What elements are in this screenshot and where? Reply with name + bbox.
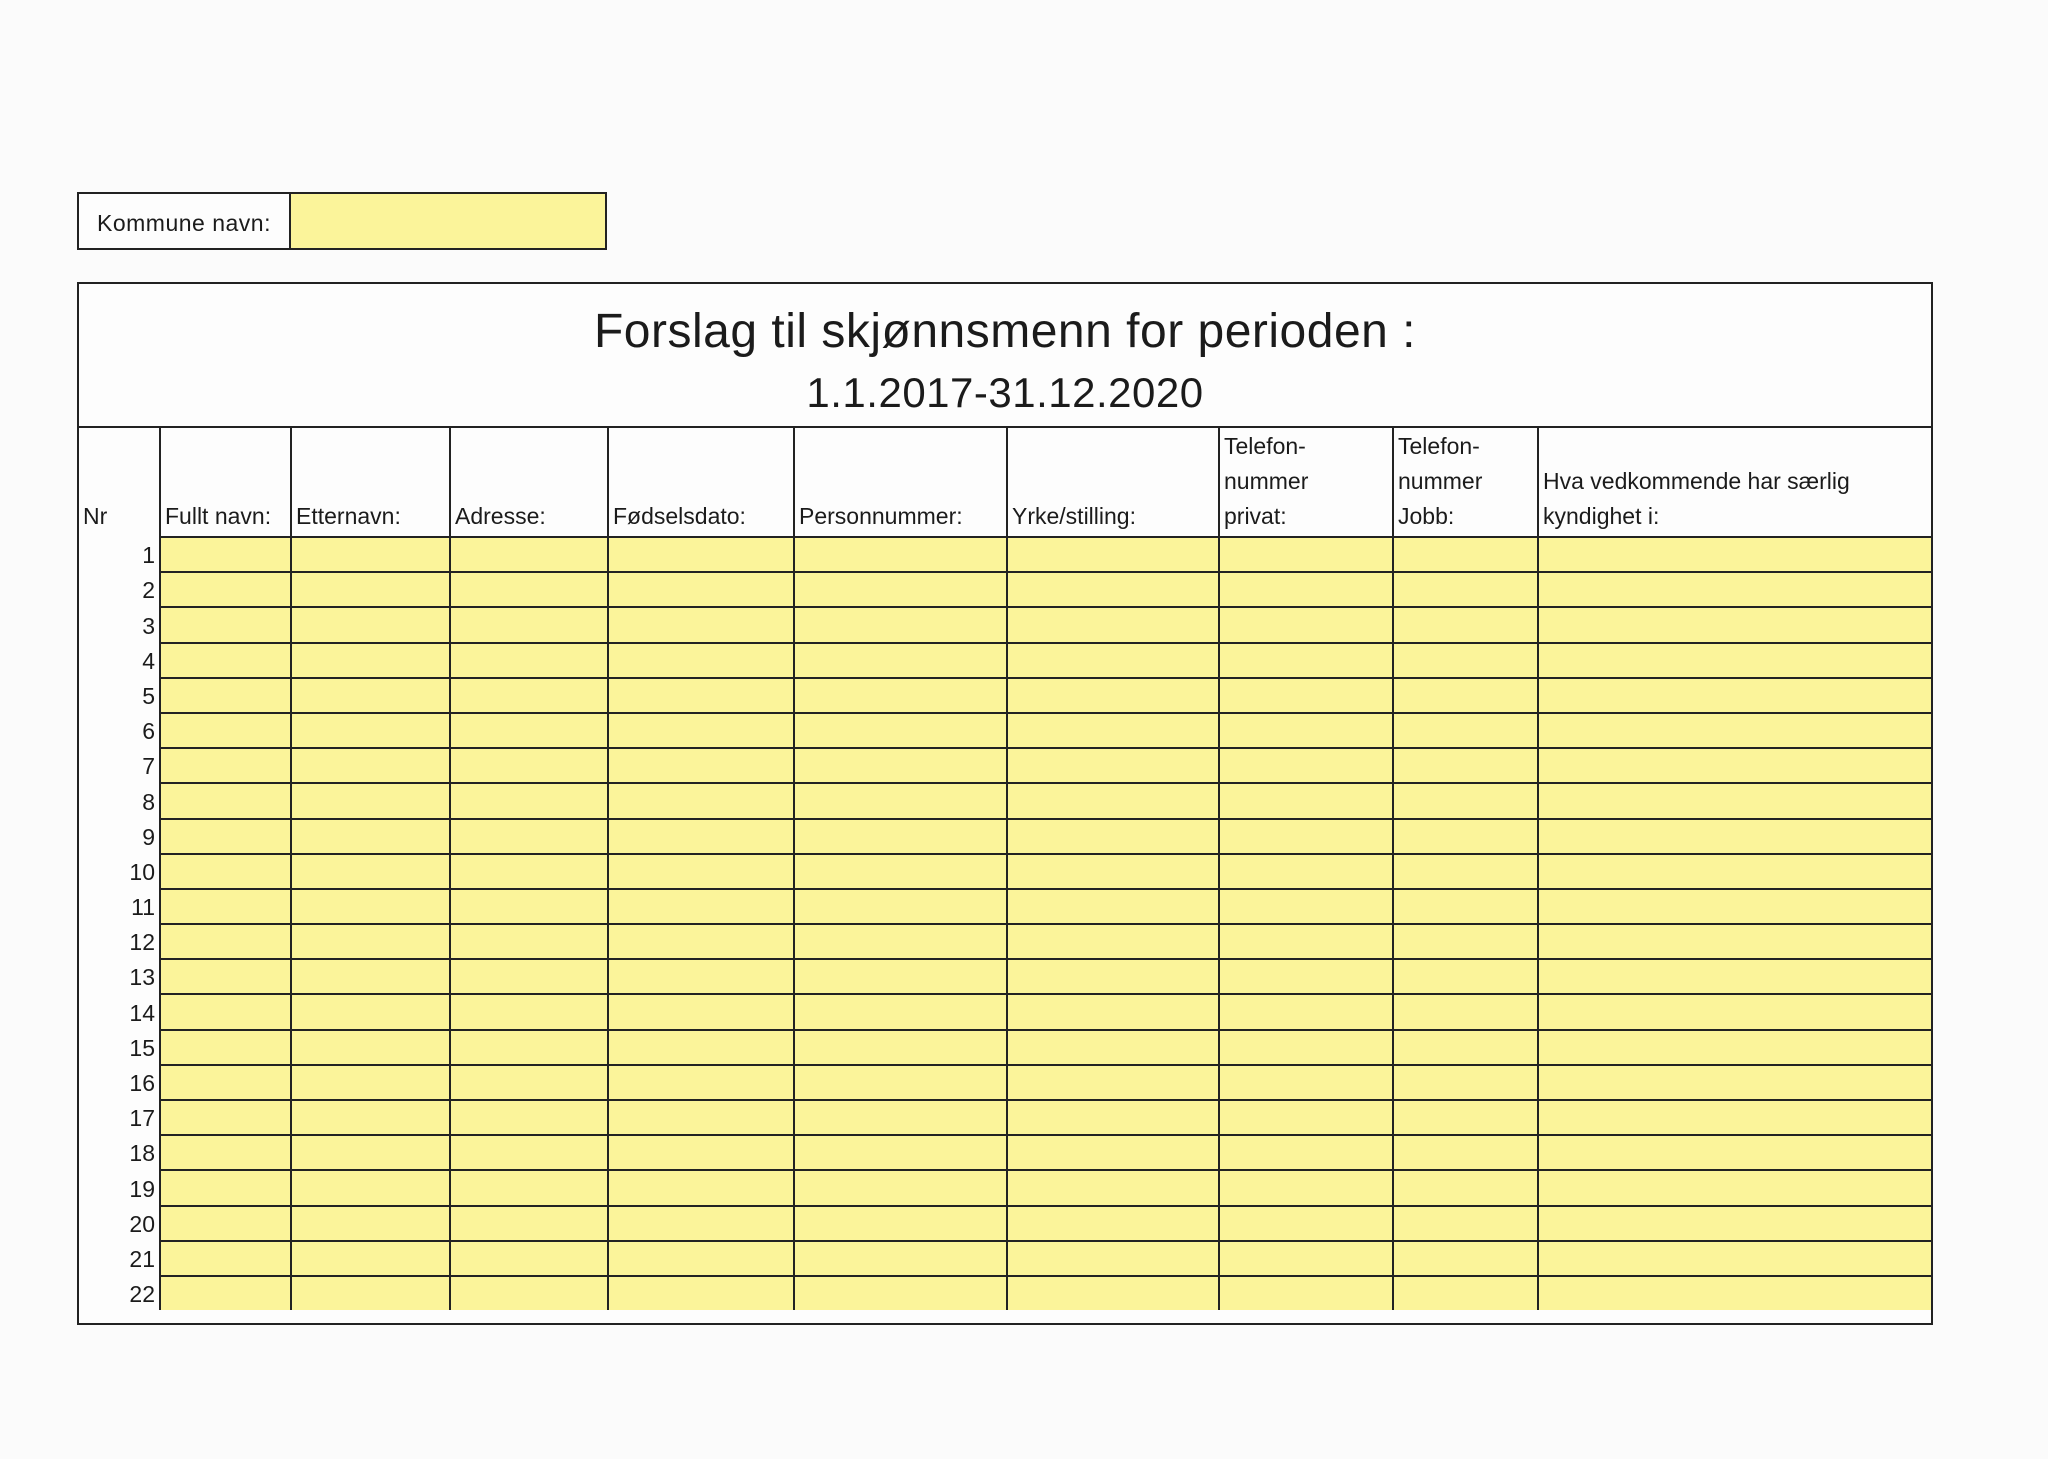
input-cell-personnummer[interactable]: [795, 1240, 1008, 1275]
input-cell-kyndighet[interactable]: [1539, 1205, 1931, 1240]
input-cell-fodselsdato[interactable]: [609, 782, 795, 817]
input-cell-kyndighet[interactable]: [1539, 993, 1931, 1028]
input-cell-telefon-jobb[interactable]: [1394, 1169, 1539, 1204]
row-number: 14: [79, 993, 161, 1028]
row-number: 22: [79, 1275, 161, 1310]
input-cell-fodselsdato[interactable]: [609, 1099, 795, 1134]
input-cell-yrke-stilling[interactable]: [1008, 888, 1220, 923]
input-cell-telefon-privat[interactable]: [1220, 993, 1394, 1028]
input-cell-telefon-privat[interactable]: [1220, 1240, 1394, 1275]
input-cell-personnummer[interactable]: [795, 1099, 1008, 1134]
kommune-input[interactable]: [291, 194, 605, 248]
input-cell-telefon-jobb[interactable]: [1394, 993, 1539, 1028]
input-cell-kyndighet[interactable]: [1539, 888, 1931, 923]
input-cell-yrke-stilling[interactable]: [1008, 993, 1220, 1028]
input-cell-etternavn[interactable]: [292, 853, 451, 888]
row-number: 18: [79, 1134, 161, 1169]
input-cell-yrke-stilling[interactable]: [1008, 536, 1220, 571]
input-cell-yrke-stilling[interactable]: [1008, 1169, 1220, 1204]
input-cell-yrke-stilling[interactable]: [1008, 1099, 1220, 1134]
input-cell-telefon-privat[interactable]: [1220, 712, 1394, 747]
input-cell-personnummer[interactable]: [795, 747, 1008, 782]
input-cell-yrke-stilling[interactable]: [1008, 1029, 1220, 1064]
input-cell-adresse[interactable]: [451, 642, 609, 677]
form-period: 1.1.2017-31.12.2020: [806, 369, 1204, 416]
input-cell-personnummer[interactable]: [795, 1205, 1008, 1240]
column-header-telefon-jobb: Telefon- nummer Jobb:: [1394, 428, 1539, 536]
input-cell-fullt-navn[interactable]: [161, 993, 292, 1028]
input-cell-kyndighet[interactable]: [1539, 571, 1931, 606]
input-cell-telefon-jobb[interactable]: [1394, 1240, 1539, 1275]
row-number: 10: [79, 853, 161, 888]
input-cell-personnummer[interactable]: [795, 888, 1008, 923]
input-cell-telefon-jobb[interactable]: [1394, 1134, 1539, 1169]
form-title: Forslag til skjønnsmenn for perioden :: [593, 305, 1416, 358]
input-cell-yrke-stilling[interactable]: [1008, 1275, 1220, 1310]
column-header-etternavn: Etternavn:: [292, 428, 451, 536]
input-cell-telefon-privat[interactable]: [1220, 1099, 1394, 1134]
input-cell-fullt-navn[interactable]: [161, 888, 292, 923]
input-cell-telefon-jobb[interactable]: [1394, 747, 1539, 782]
input-cell-adresse[interactable]: [451, 958, 609, 993]
input-cell-personnummer[interactable]: [795, 818, 1008, 853]
kommune-field: [77, 192, 607, 250]
input-cell-yrke-stilling[interactable]: [1008, 642, 1220, 677]
input-cell-fodselsdato[interactable]: [609, 747, 795, 782]
input-cell-fullt-navn[interactable]: [161, 536, 292, 571]
input-cell-adresse[interactable]: [451, 1169, 609, 1204]
input-cell-kyndighet[interactable]: [1539, 853, 1931, 888]
input-cell-kyndighet[interactable]: [1539, 747, 1931, 782]
input-cell-fodselsdato[interactable]: [609, 923, 795, 958]
input-cell-adresse[interactable]: [451, 747, 609, 782]
input-cell-yrke-stilling[interactable]: [1008, 818, 1220, 853]
input-cell-kyndighet[interactable]: [1539, 923, 1931, 958]
input-cell-fullt-navn[interactable]: [161, 712, 292, 747]
input-cell-fodselsdato[interactable]: [609, 1029, 795, 1064]
input-cell-yrke-stilling[interactable]: [1008, 571, 1220, 606]
input-cell-telefon-privat[interactable]: [1220, 1134, 1394, 1169]
input-cell-adresse[interactable]: [451, 1205, 609, 1240]
input-cell-telefon-privat[interactable]: [1220, 606, 1394, 641]
input-cell-telefon-privat[interactable]: [1220, 958, 1394, 993]
input-cell-fodselsdato[interactable]: [609, 1240, 795, 1275]
column-header-adresse: Adresse:: [451, 428, 609, 536]
column-header-kyndighet: Hva vedkommende har særlig kyndighet i:: [1539, 428, 1931, 536]
input-cell-etternavn[interactable]: [292, 1099, 451, 1134]
row-number: 11: [79, 888, 161, 923]
input-cell-telefon-privat[interactable]: [1220, 747, 1394, 782]
input-cell-etternavn[interactable]: [292, 1064, 451, 1099]
input-cell-personnummer[interactable]: [795, 958, 1008, 993]
input-cell-adresse[interactable]: [451, 818, 609, 853]
input-cell-kyndighet[interactable]: [1539, 1029, 1931, 1064]
input-cell-telefon-privat[interactable]: [1220, 1169, 1394, 1204]
input-cell-telefon-privat[interactable]: [1220, 853, 1394, 888]
input-cell-personnummer[interactable]: [795, 712, 1008, 747]
input-cell-yrke-stilling[interactable]: [1008, 1205, 1220, 1240]
input-cell-adresse[interactable]: [451, 888, 609, 923]
row-number: 16: [79, 1064, 161, 1099]
input-cell-personnummer[interactable]: [795, 1134, 1008, 1169]
row-number: 19: [79, 1169, 161, 1204]
input-cell-fullt-navn[interactable]: [161, 571, 292, 606]
row-number: 21: [79, 1240, 161, 1275]
input-cell-fullt-navn[interactable]: [161, 677, 292, 712]
input-cell-personnummer[interactable]: [795, 853, 1008, 888]
input-cell-etternavn[interactable]: [292, 1134, 451, 1169]
input-cell-adresse[interactable]: [451, 1275, 609, 1310]
input-cell-yrke-stilling[interactable]: [1008, 1240, 1220, 1275]
input-cell-telefon-privat[interactable]: [1220, 536, 1394, 571]
input-cell-telefon-jobb[interactable]: [1394, 606, 1539, 641]
input-cell-kyndighet[interactable]: [1539, 1099, 1931, 1134]
input-cell-telefon-privat[interactable]: [1220, 923, 1394, 958]
input-cell-fodselsdato[interactable]: [609, 1064, 795, 1099]
input-cell-fullt-navn[interactable]: [161, 747, 292, 782]
input-cell-adresse[interactable]: [451, 993, 609, 1028]
input-cell-personnummer[interactable]: [795, 1275, 1008, 1310]
input-cell-yrke-stilling[interactable]: [1008, 677, 1220, 712]
input-cell-adresse[interactable]: [451, 606, 609, 641]
row-number: 12: [79, 923, 161, 958]
input-cell-yrke-stilling[interactable]: [1008, 606, 1220, 641]
input-cell-adresse[interactable]: [451, 1029, 609, 1064]
input-cell-etternavn[interactable]: [292, 923, 451, 958]
input-cell-fodselsdato[interactable]: [609, 1169, 795, 1204]
input-cell-telefon-jobb[interactable]: [1394, 888, 1539, 923]
input-cell-telefon-jobb[interactable]: [1394, 1205, 1539, 1240]
input-cell-fodselsdato[interactable]: [609, 818, 795, 853]
input-cell-personnummer[interactable]: [795, 571, 1008, 606]
input-cell-telefon-jobb[interactable]: [1394, 571, 1539, 606]
input-cell-telefon-privat[interactable]: [1220, 677, 1394, 712]
input-cell-telefon-jobb[interactable]: [1394, 536, 1539, 571]
input-cell-fullt-navn[interactable]: [161, 1134, 292, 1169]
row-number: 9: [79, 818, 161, 853]
input-cell-telefon-jobb[interactable]: [1394, 712, 1539, 747]
input-cell-fullt-navn[interactable]: [161, 853, 292, 888]
input-cell-kyndighet[interactable]: [1539, 958, 1931, 993]
input-cell-fullt-navn[interactable]: [161, 1064, 292, 1099]
input-cell-telefon-jobb[interactable]: [1394, 923, 1539, 958]
input-cell-fodselsdato[interactable]: [609, 606, 795, 641]
input-cell-fullt-navn[interactable]: [161, 642, 292, 677]
input-cell-personnummer[interactable]: [795, 923, 1008, 958]
row-number: 20: [79, 1205, 161, 1240]
input-cell-fodselsdato[interactable]: [609, 1275, 795, 1310]
input-cell-etternavn[interactable]: [292, 1240, 451, 1275]
input-cell-yrke-stilling[interactable]: [1008, 958, 1220, 993]
input-cell-fullt-navn[interactable]: [161, 1169, 292, 1204]
nomination-form: [77, 282, 1933, 1325]
input-cell-personnummer[interactable]: [795, 1064, 1008, 1099]
input-cell-fodselsdato[interactable]: [609, 536, 795, 571]
input-cell-fullt-navn[interactable]: [161, 1099, 292, 1134]
input-cell-personnummer[interactable]: [795, 993, 1008, 1028]
input-cell-telefon-jobb[interactable]: [1394, 642, 1539, 677]
input-cell-fodselsdato[interactable]: [609, 993, 795, 1028]
input-cell-telefon-jobb[interactable]: [1394, 958, 1539, 993]
input-cell-fodselsdato[interactable]: [609, 853, 795, 888]
input-cell-adresse[interactable]: [451, 782, 609, 817]
input-cell-kyndighet[interactable]: [1539, 536, 1931, 571]
input-cell-personnummer[interactable]: [795, 642, 1008, 677]
input-cell-etternavn[interactable]: [292, 712, 451, 747]
input-cell-telefon-jobb[interactable]: [1394, 782, 1539, 817]
input-cell-yrke-stilling[interactable]: [1008, 1134, 1220, 1169]
input-cell-kyndighet[interactable]: [1539, 1134, 1931, 1169]
input-cell-fullt-navn[interactable]: [161, 1029, 292, 1064]
row-number: 8: [79, 782, 161, 817]
input-cell-telefon-privat[interactable]: [1220, 1064, 1394, 1099]
form-header: [79, 284, 1931, 428]
input-cell-kyndighet[interactable]: [1539, 1275, 1931, 1310]
input-cell-adresse[interactable]: [451, 1134, 609, 1169]
input-cell-telefon-jobb[interactable]: [1394, 818, 1539, 853]
row-number: 5: [79, 677, 161, 712]
input-cell-fullt-navn[interactable]: [161, 1275, 292, 1310]
input-cell-yrke-stilling[interactable]: [1008, 1064, 1220, 1099]
input-cell-fodselsdato[interactable]: [609, 888, 795, 923]
input-cell-personnummer[interactable]: [795, 1169, 1008, 1204]
input-cell-etternavn[interactable]: [292, 888, 451, 923]
input-cell-adresse[interactable]: [451, 536, 609, 571]
input-cell-kyndighet[interactable]: [1539, 1169, 1931, 1204]
input-cell-adresse[interactable]: [451, 677, 609, 712]
input-cell-telefon-privat[interactable]: [1220, 1275, 1394, 1310]
input-cell-fullt-navn[interactable]: [161, 606, 292, 641]
input-cell-telefon-jobb[interactable]: [1394, 853, 1539, 888]
input-cell-etternavn[interactable]: [292, 818, 451, 853]
input-cell-adresse[interactable]: [451, 712, 609, 747]
input-cell-telefon-privat[interactable]: [1220, 1205, 1394, 1240]
input-cell-personnummer[interactable]: [795, 1029, 1008, 1064]
input-cell-telefon-privat[interactable]: [1220, 642, 1394, 677]
input-cell-telefon-jobb[interactable]: [1394, 1099, 1539, 1134]
input-cell-telefon-jobb[interactable]: [1394, 1275, 1539, 1310]
input-cell-etternavn[interactable]: [292, 1169, 451, 1204]
input-cell-etternavn[interactable]: [292, 958, 451, 993]
input-cell-etternavn[interactable]: [292, 606, 451, 641]
input-cell-yrke-stilling[interactable]: [1008, 923, 1220, 958]
input-cell-telefon-jobb[interactable]: [1394, 677, 1539, 712]
input-cell-etternavn[interactable]: [292, 1205, 451, 1240]
column-header-nr: Nr: [79, 428, 161, 536]
input-cell-etternavn[interactable]: [292, 782, 451, 817]
input-cell-fullt-navn[interactable]: [161, 818, 292, 853]
input-cell-kyndighet[interactable]: [1539, 606, 1931, 641]
row-number: 4: [79, 642, 161, 677]
input-cell-fullt-navn[interactable]: [161, 782, 292, 817]
input-cell-telefon-jobb[interactable]: [1394, 1064, 1539, 1099]
input-cell-etternavn[interactable]: [292, 747, 451, 782]
input-cell-etternavn[interactable]: [292, 677, 451, 712]
input-cell-kyndighet[interactable]: [1539, 642, 1931, 677]
input-cell-kyndighet[interactable]: [1539, 712, 1931, 747]
column-header-fodselsdato: Fødselsdato:: [609, 428, 795, 536]
input-cell-kyndighet[interactable]: [1539, 782, 1931, 817]
input-cell-fullt-navn[interactable]: [161, 923, 292, 958]
input-cell-adresse[interactable]: [451, 923, 609, 958]
column-header-fullt-navn: Fullt navn:: [161, 428, 292, 536]
input-cell-kyndighet[interactable]: [1539, 1064, 1931, 1099]
input-cell-fullt-navn[interactable]: [161, 1240, 292, 1275]
row-number: 3: [79, 606, 161, 641]
input-cell-personnummer[interactable]: [795, 782, 1008, 817]
kommune-label: Kommune navn:: [79, 194, 291, 248]
input-cell-yrke-stilling[interactable]: [1008, 712, 1220, 747]
input-cell-adresse[interactable]: [451, 571, 609, 606]
input-cell-yrke-stilling[interactable]: [1008, 747, 1220, 782]
input-cell-adresse[interactable]: [451, 853, 609, 888]
row-number: 1: [79, 536, 161, 571]
column-header-personnummer: Personnummer:: [795, 428, 1008, 536]
row-number: 2: [79, 571, 161, 606]
input-cell-telefon-privat[interactable]: [1220, 818, 1394, 853]
row-number: 7: [79, 747, 161, 782]
input-cell-fullt-navn[interactable]: [161, 958, 292, 993]
input-cell-telefon-privat[interactable]: [1220, 782, 1394, 817]
input-cell-fodselsdato[interactable]: [609, 642, 795, 677]
input-cell-etternavn[interactable]: [292, 536, 451, 571]
row-number: 13: [79, 958, 161, 993]
column-header-telefon-privat: Telefon- nummer privat:: [1220, 428, 1394, 536]
input-cell-telefon-privat[interactable]: [1220, 571, 1394, 606]
input-cell-telefon-jobb[interactable]: [1394, 1029, 1539, 1064]
input-cell-telefon-privat[interactable]: [1220, 1029, 1394, 1064]
input-cell-yrke-stilling[interactable]: [1008, 782, 1220, 817]
nomination-table: [79, 428, 1931, 1310]
input-cell-etternavn[interactable]: [292, 571, 451, 606]
input-cell-personnummer[interactable]: [795, 606, 1008, 641]
input-cell-etternavn[interactable]: [292, 993, 451, 1028]
input-cell-fodselsdato[interactable]: [609, 677, 795, 712]
input-cell-fodselsdato[interactable]: [609, 712, 795, 747]
input-cell-fullt-navn[interactable]: [161, 1205, 292, 1240]
input-cell-telefon-privat[interactable]: [1220, 888, 1394, 923]
input-cell-fodselsdato[interactable]: [609, 571, 795, 606]
input-cell-adresse[interactable]: [451, 1240, 609, 1275]
input-cell-kyndighet[interactable]: [1539, 1240, 1931, 1275]
input-cell-etternavn[interactable]: [292, 1275, 451, 1310]
input-cell-personnummer[interactable]: [795, 677, 1008, 712]
input-cell-fodselsdato[interactable]: [609, 1205, 795, 1240]
input-cell-fodselsdato[interactable]: [609, 1134, 795, 1169]
input-cell-etternavn[interactable]: [292, 1029, 451, 1064]
row-number: 6: [79, 712, 161, 747]
row-number: 17: [79, 1099, 161, 1134]
row-number: 15: [79, 1029, 161, 1064]
input-cell-kyndighet[interactable]: [1539, 818, 1931, 853]
input-cell-fodselsdato[interactable]: [609, 958, 795, 993]
input-cell-adresse[interactable]: [451, 1099, 609, 1134]
input-cell-etternavn[interactable]: [292, 642, 451, 677]
input-cell-kyndighet[interactable]: [1539, 677, 1931, 712]
input-cell-personnummer[interactable]: [795, 536, 1008, 571]
column-header-yrke-stilling: Yrke/stilling:: [1008, 428, 1220, 536]
input-cell-yrke-stilling[interactable]: [1008, 853, 1220, 888]
input-cell-adresse[interactable]: [451, 1064, 609, 1099]
